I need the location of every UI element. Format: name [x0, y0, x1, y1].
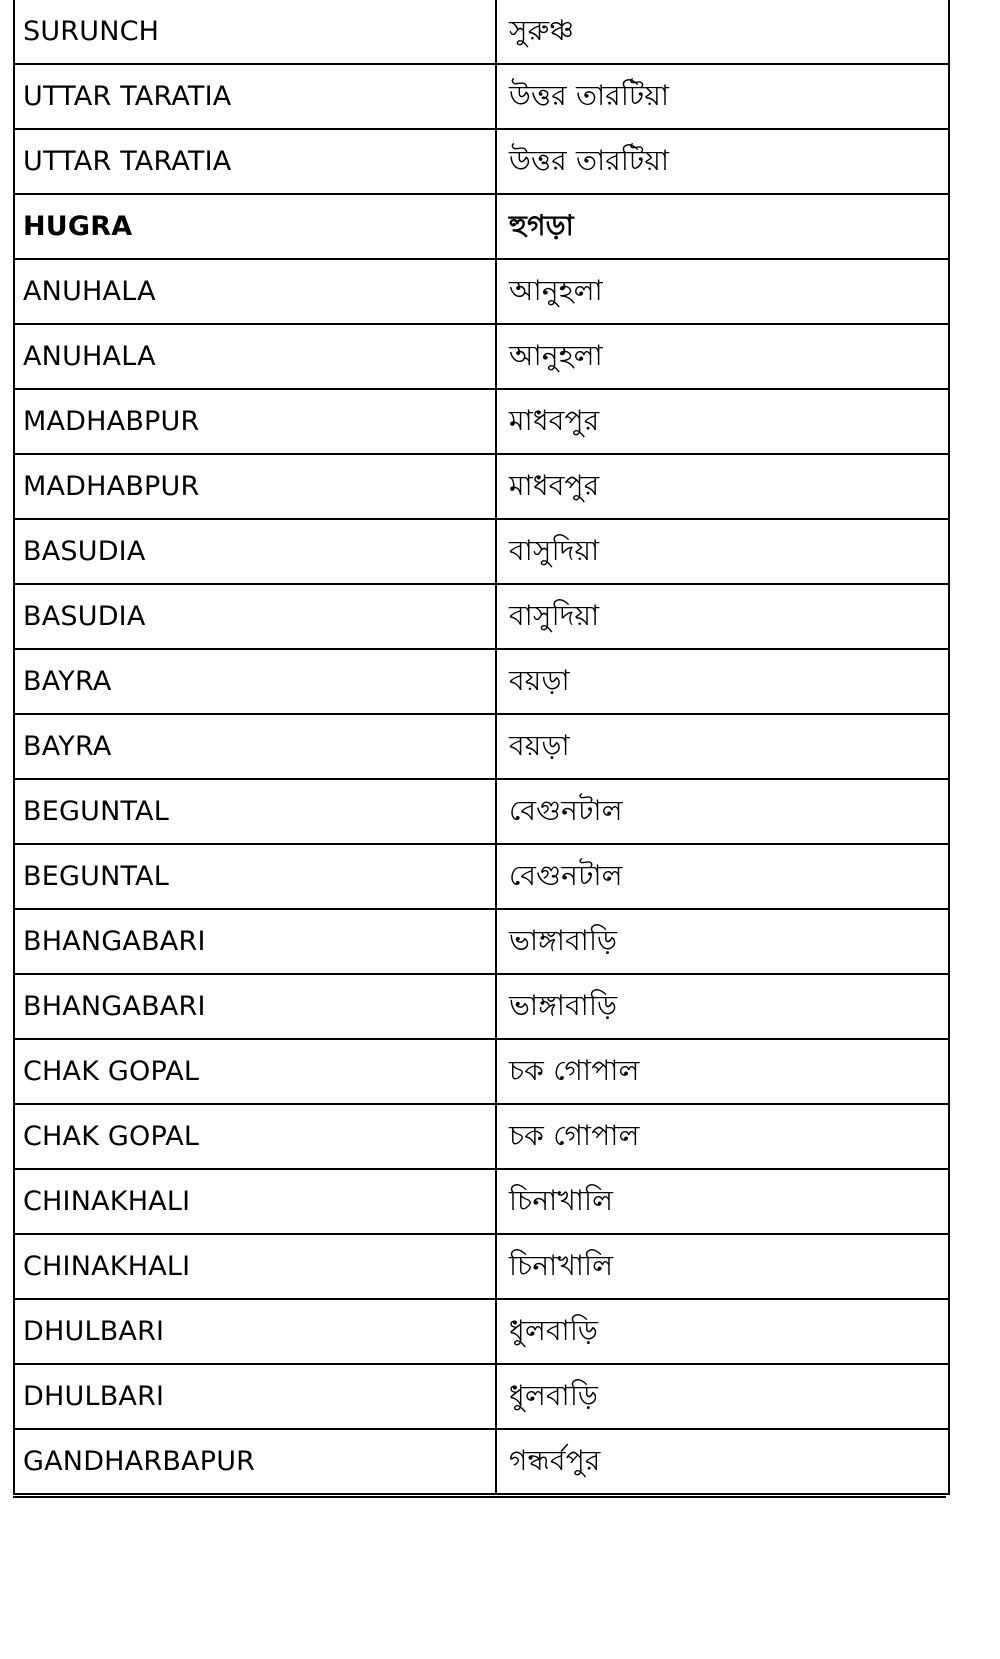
cell-english: BEGUNTAL: [14, 844, 496, 909]
cell-bengali: হুগড়া: [496, 194, 949, 259]
cell-bengali: চক গোপাল: [496, 1104, 949, 1169]
cell-english: GANDHARBAPUR: [14, 1429, 496, 1494]
table-body: [14, 0, 949, 1494]
cell-bengali: উত্তর তারটিয়া: [496, 64, 949, 129]
village-name-table-wrapper: [13, 0, 946, 1495]
cell-english: DHULBARI: [14, 1364, 496, 1429]
cell-bengali: বয়ড়া: [496, 649, 949, 714]
table-bottom-rule: [13, 1496, 946, 1498]
cell-bengali: আনুহলা: [496, 324, 949, 389]
cell-english: BAYRA: [14, 714, 496, 779]
cell-bengali: বেগুনটাল: [496, 779, 949, 844]
table-row: [14, 194, 949, 259]
table-row: [14, 1429, 949, 1494]
table-row: [14, 779, 949, 844]
cell-bengali: চিনাখালি: [496, 1169, 949, 1234]
table-row: [14, 64, 949, 129]
table-row: [14, 519, 949, 584]
cell-english: BHANGABARI: [14, 909, 496, 974]
cell-english: SURUNCH: [14, 0, 496, 64]
table-row: [14, 584, 949, 649]
cell-bengali: উত্তর তারটিয়া: [496, 129, 949, 194]
cell-bengali: চিনাখালি: [496, 1234, 949, 1299]
cell-bengali: ধুলবাড়ি: [496, 1364, 949, 1429]
cell-bengali: বাসুদিয়া: [496, 584, 949, 649]
cell-bengali: ধুলবাড়ি: [496, 1299, 949, 1364]
table-row: [14, 259, 949, 324]
cell-english: BASUDIA: [14, 584, 496, 649]
table-row: [14, 1299, 949, 1364]
table-row: [14, 1234, 949, 1299]
cell-bengali: বাসুদিয়া: [496, 519, 949, 584]
cell-bengali: আনুহলা: [496, 259, 949, 324]
cell-english: DHULBARI: [14, 1299, 496, 1364]
cell-english: BEGUNTAL: [14, 779, 496, 844]
table-row: [14, 974, 949, 1039]
cell-english: BAYRA: [14, 649, 496, 714]
cell-bengali: মাধবপুর: [496, 389, 949, 454]
cell-english: ANUHALA: [14, 259, 496, 324]
cell-bengali: ভাঙ্গাবাড়ি: [496, 974, 949, 1039]
cell-english: CHAK GOPAL: [14, 1039, 496, 1104]
table-row: [14, 714, 949, 779]
cell-english: HUGRA: [14, 194, 496, 259]
table-row: [14, 324, 949, 389]
table-row: [14, 844, 949, 909]
cell-bengali: বেগুনটাল: [496, 844, 949, 909]
table-row: [14, 1039, 949, 1104]
table-row: [14, 1169, 949, 1234]
cell-bengali: মাধবপুর: [496, 454, 949, 519]
table-row: [14, 909, 949, 974]
table-row: [14, 0, 949, 64]
cell-english: UTTAR TARATIA: [14, 64, 496, 129]
cell-bengali: ভাঙ্গাবাড়ি: [496, 909, 949, 974]
table-row: [14, 454, 949, 519]
cell-bengali: গন্ধর্বপুর: [496, 1429, 949, 1494]
table-row: [14, 389, 949, 454]
cell-english: BHANGABARI: [14, 974, 496, 1039]
cell-english: UTTAR TARATIA: [14, 129, 496, 194]
cell-english: CHINAKHALI: [14, 1169, 496, 1234]
cell-bengali: সুরুঞ্চ: [496, 0, 949, 64]
table-row: [14, 1104, 949, 1169]
cell-english: MADHABPUR: [14, 389, 496, 454]
table-row: [14, 129, 949, 194]
cell-english: CHAK GOPAL: [14, 1104, 496, 1169]
cell-bengali: চক গোপাল: [496, 1039, 949, 1104]
table-row: [14, 1364, 949, 1429]
cell-english: BASUDIA: [14, 519, 496, 584]
cell-english: CHINAKHALI: [14, 1234, 496, 1299]
table-row: [14, 649, 949, 714]
cell-bengali: বয়ড়া: [496, 714, 949, 779]
village-name-table: [13, 0, 950, 1495]
cell-english: ANUHALA: [14, 324, 496, 389]
cell-english: MADHABPUR: [14, 454, 496, 519]
